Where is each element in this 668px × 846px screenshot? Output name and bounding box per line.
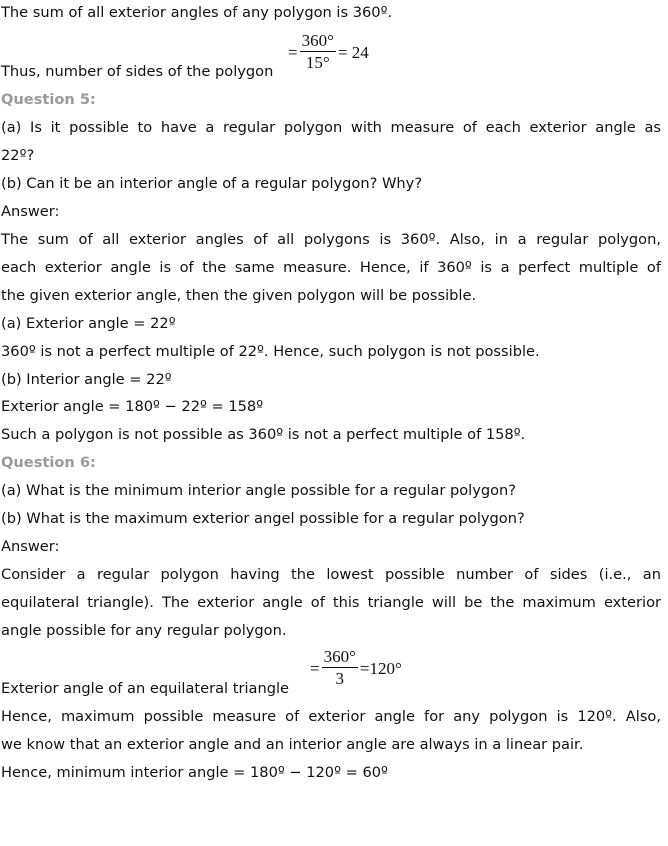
fraction-denominator: 15° bbox=[305, 53, 330, 72]
text-line: Hence, minimum interior angle = 180º − 120º = 60º bbox=[1, 764, 388, 781]
text-line: (a) Exterior angle = 22º bbox=[1, 315, 176, 332]
formula-result: =120° bbox=[359, 658, 402, 678]
text-line: The sum of all exterior angles of all polygons is 360º. Also, in a regular polygon, bbox=[1, 231, 661, 248]
text-line: Hence, maximum possible measure of exterior angle for any polygon is 120º. Also, bbox=[1, 708, 661, 725]
text-line: Thus, number of sides of the polygon bbox=[1, 63, 274, 80]
text-line: angle possible for any regular polygon. bbox=[1, 622, 287, 639]
text-line: (b) What is the maximum exterior angel possible for a regular polygon? bbox=[1, 510, 525, 527]
text-line: Exterior angle of an equilateral triangle bbox=[1, 680, 289, 697]
answer-label: Answer: bbox=[1, 538, 60, 555]
fraction-numerator: 360° bbox=[301, 31, 334, 50]
question-5-heading: Question 5: bbox=[1, 91, 96, 108]
formula-equals: = bbox=[310, 658, 320, 678]
text-line: 360º is not a perfect multiple of 22º. Hence, such polygon is not possible. bbox=[1, 343, 540, 360]
text-line: each exterior angle is of the same measure. Hence, if 360º is a perfect multiple of bbox=[1, 259, 661, 276]
text-line: (a) What is the minimum interior angle possible for a regular polygon? bbox=[1, 482, 517, 499]
text-line: we know that an exterior angle and an interior angle are always in a linear pair. bbox=[1, 736, 584, 753]
text-line: the given exterior angle, then the given polygon will be possible. bbox=[1, 287, 477, 304]
text-line: Consider a regular polygon having the lowest possible number of sides (i.e., an bbox=[1, 566, 661, 583]
answer-label: Answer: bbox=[1, 203, 60, 220]
text-line: 22º? bbox=[1, 147, 35, 164]
formula-result: = 24 bbox=[337, 42, 369, 62]
text-line: (a) Is it possible to have a regular polygon with measure of each exterior angle as bbox=[1, 119, 661, 136]
text-line: equilateral triangle). The exterior angle of this triangle will be the maximum exterior bbox=[1, 594, 661, 611]
text-line: The sum of all exterior angles of any polygon is 360º. bbox=[1, 4, 393, 21]
text-line: (b) Can it be an interior angle of a regular polygon? Why? bbox=[1, 175, 423, 192]
fraction-numerator: 360° bbox=[323, 647, 356, 666]
formula-equals: = bbox=[288, 42, 298, 62]
text-line: Exterior angle = 180º − 22º = 158º bbox=[1, 398, 264, 415]
text-line: Such a polygon is not possible as 360º is not a perfect multiple of 158º. bbox=[1, 426, 526, 443]
fraction-denominator: 3 bbox=[335, 669, 344, 688]
question-6-heading: Question 6: bbox=[1, 454, 96, 471]
text-line: (b) Interior angle = 22º bbox=[1, 371, 172, 388]
